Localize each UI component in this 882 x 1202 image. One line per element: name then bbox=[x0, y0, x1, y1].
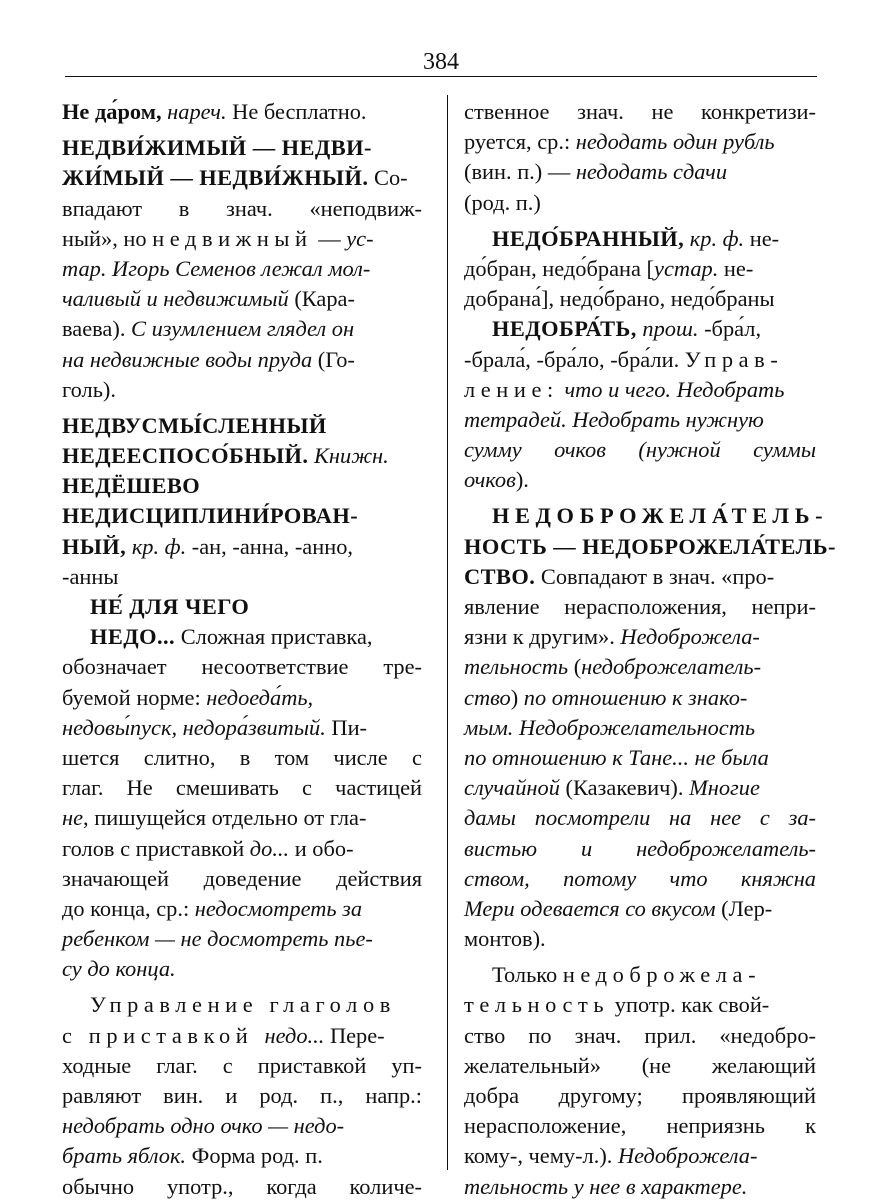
entry-nedo: НЕДО... Сложная приставка, bbox=[90, 624, 373, 650]
text-line: монтов). bbox=[464, 926, 546, 952]
entry-headword: НЕДОБРОЖЕЛА́ТЕЛЬ- bbox=[492, 503, 829, 529]
text-line: равляют вин. и род. п., напр.: bbox=[62, 1083, 422, 1108]
entry-headword: НЕДВИ́ЖИМЫЙ — НЕДВИ- bbox=[62, 135, 372, 161]
text-line: явление нерасположения, непри- bbox=[464, 594, 816, 619]
text-line: брать яблок. Форма род. п. bbox=[62, 1143, 323, 1169]
text-line: СТВО. Совпадают в знач. «про- bbox=[464, 563, 775, 589]
text-line: значающей доведение действия bbox=[62, 865, 422, 891]
text-line: тельность у нее в характере. bbox=[464, 1173, 748, 1199]
text-line: до́бран, недо́брана [устар. не- bbox=[464, 255, 754, 281]
entry-headword: НЕДИСЦИПЛИНИ́РОВАН- bbox=[62, 503, 359, 529]
text-line: тельность употр. как свой- bbox=[464, 992, 770, 1018]
text-line: су до конца. bbox=[62, 956, 176, 982]
text-line: Мери одевается со вкусом (Лер- bbox=[464, 895, 773, 921]
entry-nedobranny: НЕДО́БРАННЫЙ, кр. ф. не- bbox=[492, 225, 780, 251]
text-line: очков). bbox=[464, 467, 529, 493]
left-column bbox=[62, 97, 422, 1202]
text-line: кому-, чему-л.). Недоброжела- bbox=[464, 1143, 758, 1169]
text-line: обычно употр., когда количе- bbox=[62, 1173, 422, 1199]
text-line: ЖИ́МЫЙ — НЕДВИ́ЖНЫЙ. Со- bbox=[62, 165, 408, 191]
text-line: Управление глаголов bbox=[90, 992, 396, 1018]
column-divider bbox=[447, 95, 448, 1170]
text-line: вистью и недоброжелатель- bbox=[464, 835, 816, 861]
entry-headword: НОСТЬ — НЕДОБРОЖЕЛА́ТЕЛЬ- bbox=[464, 533, 836, 559]
text-line: обозначает несоответствие тре- bbox=[62, 654, 422, 680]
entry-headword: НЕДЕЕСПОСО́БНЫЙ. Книжн. bbox=[62, 443, 389, 469]
text-line: (вин. п.) — недодать сдачи bbox=[464, 159, 728, 185]
text-line: дамы посмотрели на нее с за- bbox=[464, 805, 816, 831]
text-line: случайной (Казакевич). Многие bbox=[464, 775, 760, 801]
entry-nedobrat: НЕДОБРА́ТЬ, прош. -бра́л, bbox=[492, 316, 762, 342]
text-line: язни к другим». Недоброжела- bbox=[464, 624, 760, 650]
text-line: (род. п.) bbox=[464, 189, 541, 215]
entry-headword: НЕДЁШЕВО bbox=[62, 473, 201, 499]
entry-headword: НЕДВУСМЫ́СЛЕННЫЙ bbox=[62, 412, 327, 438]
text-line: чаливый и недвижимый (Кара- bbox=[62, 286, 355, 312]
text-line: ством, потому что княжна bbox=[464, 865, 816, 891]
text-line: голь). bbox=[62, 376, 116, 402]
entry-headword: НЕ́ ДЛЯ ЧЕГО bbox=[90, 594, 250, 619]
text-line: ребенком — не досмотреть пье- bbox=[62, 926, 373, 952]
right-column bbox=[464, 97, 836, 1202]
text-line: сумму очков (нужной суммы bbox=[464, 437, 816, 463]
page-number: 384 bbox=[423, 49, 459, 75]
text-line: буемой норме: недоеда́ть, bbox=[62, 684, 314, 710]
text-line: тельность (недоброжелатель- bbox=[464, 654, 762, 680]
text-line: добрана́], недо́брано, недо́браны bbox=[464, 286, 775, 312]
text-line: на недвижные воды пруда (Го- bbox=[62, 346, 355, 372]
text-line: по отношению к Тане... не была bbox=[464, 744, 769, 770]
text-line: не, пишущейся отдельно от гла- bbox=[62, 805, 367, 831]
text-line: голов с приставкой до... и обо- bbox=[62, 835, 354, 861]
text-line: глаг. Не смешивать с частицей bbox=[62, 775, 422, 801]
text-line: -анны bbox=[62, 563, 119, 589]
text-line: недобрать одно очко — недо- bbox=[62, 1113, 345, 1139]
text-line: ство по знач. прил. «недобро- bbox=[464, 1022, 816, 1048]
text-line: недовы́пуск, недора́звитый. Пи- bbox=[62, 714, 368, 740]
text-line: ходные глаг. с приставкой уп- bbox=[62, 1052, 422, 1078]
text-line: ственное знач. не конкретизи- bbox=[464, 99, 816, 124]
text-line: -брала́, -бра́ло, -бра́ли. Управ- bbox=[464, 346, 784, 372]
text-line: шется слитно, в том числе с bbox=[62, 744, 422, 770]
text-line: ный», но недвижный — ус- bbox=[62, 225, 374, 251]
text-line: руется, ср.: недодать один рубль bbox=[464, 129, 775, 155]
text-line: с приставкой недо... Пере- bbox=[62, 1022, 385, 1048]
text-line: тар. Игорь Семенов лежал мол- bbox=[62, 255, 371, 281]
text-line: до конца, ср.: недосмотреть за bbox=[62, 895, 363, 921]
text-line: ство) по отношению к знако- bbox=[464, 684, 748, 710]
header-rule bbox=[65, 76, 817, 77]
text-line: НЫЙ, кр. ф. -ан, -анна, -анно, bbox=[62, 533, 354, 559]
entry-ne-darom: Не да́ром, нареч. Не бесплатно. bbox=[62, 99, 367, 124]
text-line: Только недоброжела- bbox=[492, 962, 762, 988]
text-line: желательный» (не желающий bbox=[464, 1052, 816, 1078]
text-line: нерасположение, неприязнь к bbox=[464, 1113, 816, 1139]
text-line: добра другому; проявляющий bbox=[464, 1083, 816, 1108]
text-line: ление: что и чего. Недобрать bbox=[464, 376, 785, 402]
text-line: тетрадей. Недобрать нужную bbox=[464, 406, 764, 432]
text-line: мым. Недоброжелательность bbox=[464, 714, 756, 740]
text-line: ваева). С изумлением глядел он bbox=[62, 316, 355, 342]
text-line: впадают в знач. «неподвиж- bbox=[62, 195, 422, 221]
